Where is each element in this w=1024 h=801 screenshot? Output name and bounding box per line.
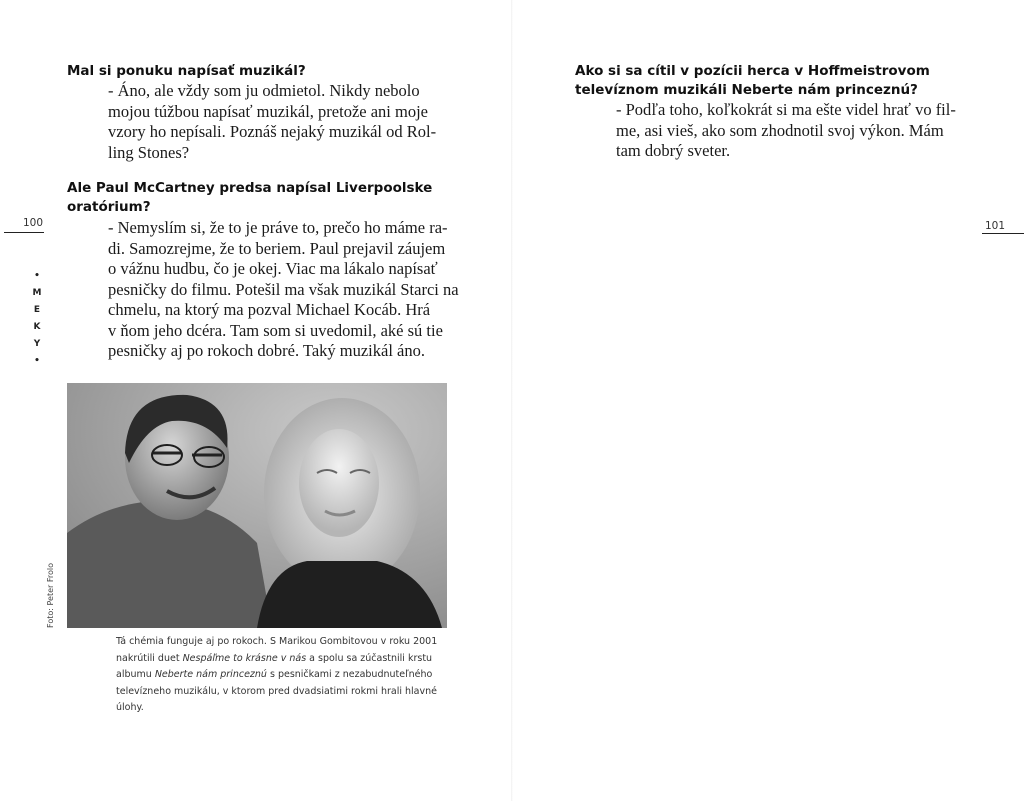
caption-song-title: Nespáľme to krásne v nás: [182, 652, 307, 664]
right-answer-1: [616, 100, 956, 162]
answer-line: pesničky do filmu. Potešil ma však muzikál Starci na: [108, 279, 459, 299]
question-line: televíznom muzikáli Neberte nám princeznú?: [575, 82, 918, 98]
running-head-char: Y: [33, 339, 41, 349]
question-line: oratórium?: [67, 199, 151, 215]
caption-album-title: Neberte nám princeznú: [154, 669, 267, 680]
answer-line: tam dobrý sveter.: [616, 141, 731, 160]
photo-two-singers: [67, 383, 447, 628]
photo-illustration: [67, 383, 447, 628]
answer-line: ling Stones?: [108, 142, 190, 162]
answer-line: chmelu, na ktorý ma pozval Michael Kocáb. Hrá: [108, 300, 431, 319]
left-answer-2: [108, 218, 459, 362]
page-number-left: 100: [23, 217, 44, 229]
running-head-char: •: [34, 356, 40, 366]
answer-line: pesničky aj po rokoch dobré. Taký muzikál áno.: [108, 341, 425, 360]
answer-line: mojou túžbou napísať muzikál, pretože ani moje: [108, 101, 429, 121]
running-head: [30, 268, 44, 370]
page-number-right: 101: [985, 220, 1006, 232]
running-head-char: K: [33, 322, 41, 332]
left-question-2: [67, 179, 432, 217]
caption-text: s pesničkami z nezabudnuteľného televízneho muzikálu, v ktorom pred dvadsiatimi rokmi hrali hlavné úlohy.: [116, 669, 437, 713]
running-head-char: E: [33, 305, 41, 315]
answer-line: me, asi vieš, ako som zhodnotil svoj výkon. Mám: [616, 120, 944, 140]
answer-line: - Áno, ale vždy som ju odmietol. Nikdy nebolo: [108, 81, 420, 100]
answer-line: - Nemyslím si, že to je práve to, prečo ho máme ra-: [108, 218, 448, 237]
page-number-rule-right: [982, 233, 1024, 234]
running-head-char: •: [34, 271, 40, 281]
question-line: Ako si sa cítil v pozícii herca v Hoffmeistrovom: [575, 63, 930, 79]
answer-line: di. Samozrejme, že to beriem. Paul prejavil záujem: [108, 238, 446, 258]
answer-line: v ňom jeho dcéra. Tam som si uvedomil, aké sú tie: [108, 320, 443, 340]
left-answer-1: [108, 81, 436, 163]
running-head-char: M: [32, 288, 42, 298]
page-number-rule-left: [4, 232, 44, 233]
answer-line: vzory ho nepísali. Poznáš nejaký muzikál od Rol-: [108, 122, 437, 141]
left-question-1: Mal si ponuku napísať muzikál?: [67, 63, 306, 79]
answer-line: o vážnu hudbu, čo je okej. Viac ma lákalo napísať: [108, 259, 438, 278]
caption-text: a spolu sa zúčastnili krstu albumu: [116, 652, 433, 680]
answer-line: - Podľa toho, koľkokrát si ma ešte videl hrať vo fil-: [616, 100, 956, 119]
page-gutter: [511, 0, 513, 801]
right-question-1: [575, 62, 930, 100]
caption-text: Tá chémia funguje aj po rokoch. S Marikou Gombitovou v roku 2001 nakrútili duet: [116, 636, 438, 664]
photo-caption: [116, 634, 461, 717]
photo-credit: Foto: Peter Frolo: [46, 563, 55, 628]
question-line: Ale Paul McCartney predsa napísal Liverpoolske: [67, 180, 433, 196]
